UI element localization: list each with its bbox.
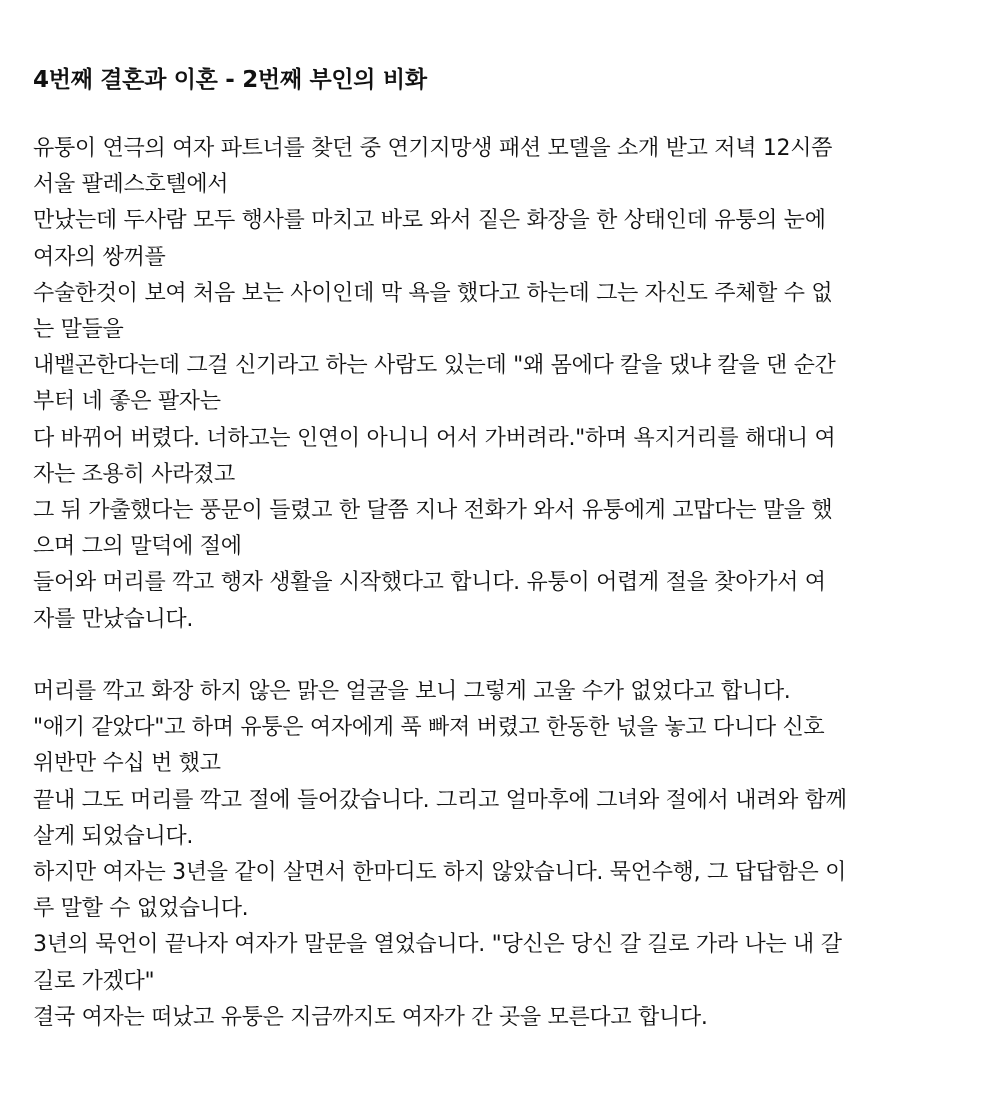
text-line: 루 말할 수 없었습니다. bbox=[33, 896, 249, 922]
paragraph-2 bbox=[33, 674, 983, 1036]
text-line: 는 말들을 bbox=[33, 317, 124, 343]
text-line: 으며 그의 말덕에 절에 bbox=[33, 534, 242, 560]
text-line: "애기 같았다"고 하며 유퉁은 여자에게 푹 빠져 버렸고 한동한 넋을 놓고 다니다 신호 bbox=[33, 715, 825, 741]
text-line: 다 바뀌어 버렸다. 너하고는 인연이 아니니 어서 가버려라."하며 욕지거리를 해대니 여 bbox=[33, 425, 836, 451]
text-line: 하지만 여자는 3년을 같이 살면서 한마디도 하지 않았습니다. 묵언수행, 그 답답함은 이 bbox=[33, 860, 847, 886]
text-line: 그 뒤 가출했다는 풍문이 들렸고 한 달쯤 지나 전화가 와서 유퉁에게 고맙다는 말을 했 bbox=[33, 498, 833, 524]
text-line: 살게 되었습니다. bbox=[33, 823, 194, 849]
text-line: 자는 조용히 사라졌고 bbox=[33, 461, 235, 487]
text-line: 길로 가겠다" bbox=[33, 968, 155, 994]
text-line: 결국 여자는 떠났고 유퉁은 지금까지도 여자가 간 곳을 모른다고 합니다. bbox=[33, 1004, 708, 1030]
text-line: 부터 네 좋은 팔자는 bbox=[33, 389, 221, 415]
paragraph-gap bbox=[33, 638, 983, 674]
text-line: 위반만 수십 번 했고 bbox=[33, 751, 221, 777]
text-line: 수술한것이 보여 처음 보는 사이인데 막 욕을 했다고 하는데 그는 자신도 주체할 수 없 bbox=[33, 280, 833, 306]
text-line: 만났는데 두사람 모두 행사를 마치고 바로 와서 짙은 화장을 한 상태인데 유퉁의 눈에 bbox=[33, 208, 826, 234]
text-line: 머리를 깍고 화장 하지 않은 맑은 얼굴을 보니 그렇게 고울 수가 없었다고 합니다. bbox=[33, 679, 791, 705]
paragraph-1 bbox=[33, 131, 983, 638]
text-line: 3년의 묵언이 끝나자 여자가 말문을 열었습니다. "당신은 당신 갈 길로 가라 나는 내 갈 bbox=[33, 932, 842, 958]
text-line: 유퉁이 연극의 여자 파트너를 찾던 중 연기지망생 패션 모델을 소개 받고 저녁 12시쯤 bbox=[33, 136, 833, 161]
document-body bbox=[33, 131, 983, 1036]
text-line: 자를 만났습니다. bbox=[33, 606, 194, 632]
document-title: 4번째 결혼과 이혼 - 2번째 부인의 비화 bbox=[33, 67, 427, 93]
text-line: 들어와 머리를 깍고 행자 생활을 시작했다고 합니다. 유퉁이 어렵게 절을 찾아가서 여 bbox=[33, 570, 826, 596]
text-line: 끝내 그도 머리를 깍고 절에 들어갔습니다. 그리고 얼마후에 그녀와 절에서 내려와 함께 bbox=[33, 787, 847, 813]
text-line: 서울 팔레스호텔에서 bbox=[33, 172, 229, 198]
text-line: 여자의 쌍꺼플 bbox=[33, 244, 166, 270]
text-line: 내뱉곤한다는데 그걸 신기라고 하는 사람도 있는데 "왜 몸에다 칼을 댔냐 칼을 댄 순간 bbox=[33, 353, 836, 379]
